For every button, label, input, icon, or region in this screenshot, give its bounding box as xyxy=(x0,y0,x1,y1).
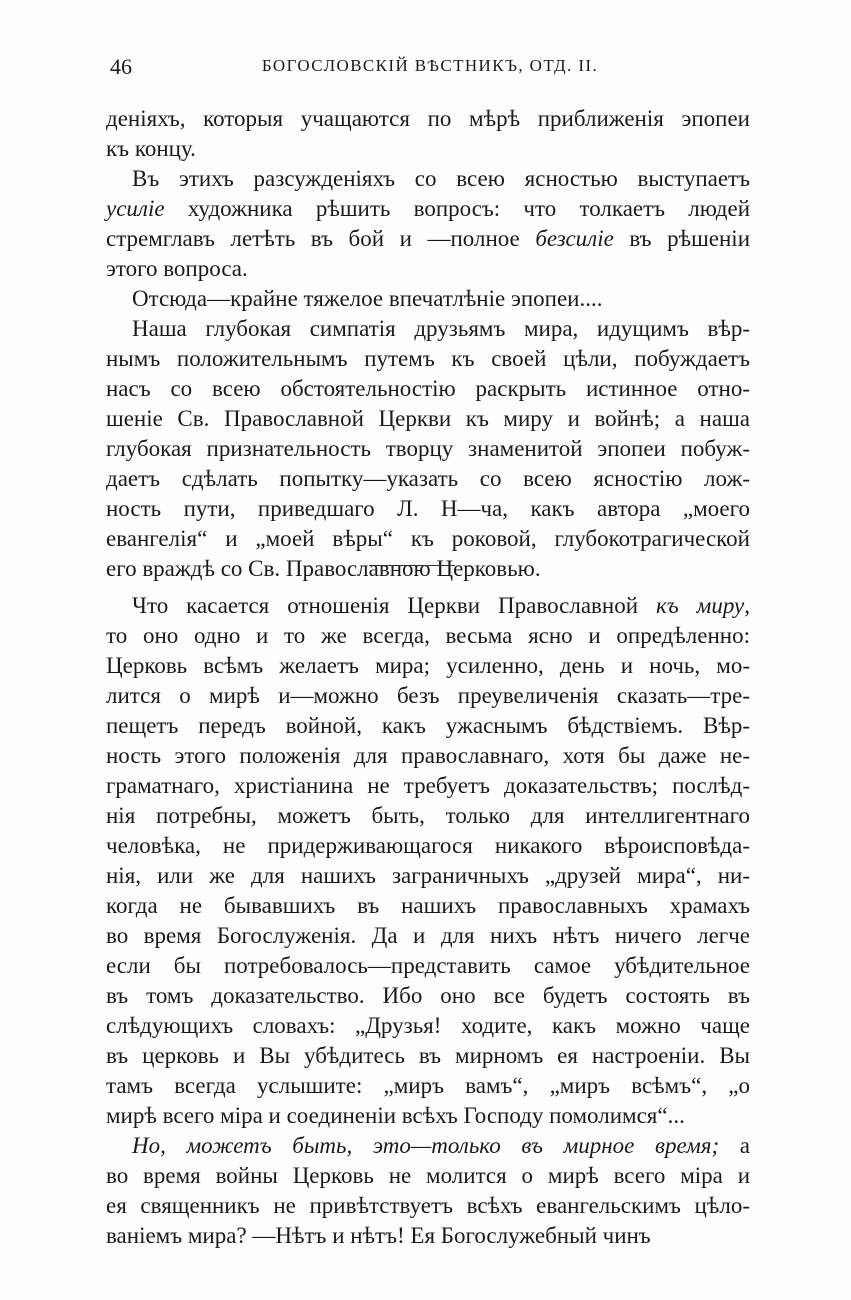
text-span: Въ этихъ разсужденіяхъ со всею ясностью выступаетъ xyxy=(132,166,750,191)
italic-span: Но, можетъ быть, это—только въ мирное время; xyxy=(132,1133,720,1158)
text-line xyxy=(106,651,750,681)
text-span: его враждѣ со Св. Православною Церковью. xyxy=(106,556,541,581)
text-line xyxy=(106,434,750,464)
text-line xyxy=(106,134,750,164)
text-span: а xyxy=(719,1133,750,1158)
text-line xyxy=(106,891,750,921)
text-span: въ рѣшеніи xyxy=(613,226,750,251)
text-span: къ концу. xyxy=(106,136,196,161)
text-span: во время войны Церковь не молится о мирѣ всего міра и xyxy=(106,1163,750,1188)
text-line xyxy=(106,344,750,374)
text-line xyxy=(106,524,750,554)
text-span: шеніе Св. Православной Церкви къ миру и войнѣ; а наша xyxy=(106,406,750,431)
text-span: человѣка, не придерживающагося никакого вѣроисповѣда- xyxy=(106,833,750,858)
text-line xyxy=(106,1161,750,1191)
text-line xyxy=(106,921,750,951)
text-span: нымъ положительнымъ путемъ къ своей цѣли, побуждаетъ xyxy=(106,346,750,371)
text-span: Церковь всѣмъ желаетъ мира; усиленно, день и ночь, мо- xyxy=(106,653,750,678)
text-span: пещетъ передъ войной, какъ ужаснымъ бѣдствіемъ. Вѣр- xyxy=(106,713,750,738)
text-span: Наша глубокая симпатія друзьямъ мира, идущимъ вѣр- xyxy=(132,316,750,341)
text-line xyxy=(106,681,750,711)
paragraph-block-1 xyxy=(106,104,750,584)
text-line xyxy=(106,1101,750,1131)
text-line xyxy=(106,554,750,584)
text-line xyxy=(106,164,750,194)
text-span: ность пути, приведшаго Л. Н—ча, какъ автора „моего xyxy=(106,496,750,521)
italic-span: безсиліе xyxy=(535,226,614,251)
text-span: нія, или же для нашихъ заграничныхъ „друзей мира“, ни- xyxy=(106,863,750,888)
text-span: ность этого положенія для православнаго, хотя бы даже не- xyxy=(106,743,750,768)
text-span: евангелія“ и „моей вѣры“ къ роковой, глубокотрагической xyxy=(106,526,750,551)
paragraph-block-2 xyxy=(106,591,750,1251)
text-line xyxy=(106,1191,750,1221)
text-span: тамъ всегда услышите: „миръ вамъ“, „миръ всѣмъ“, „о xyxy=(106,1073,750,1098)
text-line xyxy=(106,464,750,494)
text-span: , xyxy=(744,593,751,618)
text-line xyxy=(106,1131,750,1161)
text-span: Отсюда—крайне тяжелое впечатлѣніе эпопеи.... xyxy=(132,286,603,311)
section-divider xyxy=(369,565,455,566)
text-line xyxy=(106,224,750,254)
text-line xyxy=(106,981,750,1011)
text-line xyxy=(106,801,750,831)
text-line xyxy=(106,194,750,224)
text-line xyxy=(106,1071,750,1101)
text-span: слѣдующихъ словахъ: „Друзья! ходите, какъ можно чаще xyxy=(106,1013,750,1038)
text-line xyxy=(106,591,750,621)
italic-span: къ миру xyxy=(656,593,745,618)
text-span: ваніемъ мира? —Нѣтъ и нѣтъ! Ея Богослужебный чинъ xyxy=(106,1223,651,1248)
text-line xyxy=(106,104,750,134)
text-span: Что касается отношенія Церкви Православной xyxy=(132,593,656,618)
text-span: художника рѣшить вопросъ: что толкаетъ людей xyxy=(164,196,750,221)
text-line xyxy=(106,374,750,404)
text-span: даетъ сдѣлать попытку—указать со всею ясностію лож- xyxy=(106,466,750,491)
text-line xyxy=(106,711,750,741)
italic-span: усиліе xyxy=(106,196,165,221)
text-span: этого вопроса. xyxy=(106,256,248,281)
text-line xyxy=(106,1221,750,1251)
text-line xyxy=(106,621,750,651)
text-line xyxy=(106,861,750,891)
text-line xyxy=(106,284,750,314)
text-span: въ церковь и Вы убѣдитесь въ мирномъ ея настроеніи. Вы xyxy=(106,1043,750,1068)
text-span: мирѣ всего міра и соединеніи всѣхъ Господу помолимся“... xyxy=(106,1103,685,1128)
text-span: глубокая признательность творцу знаменитой эпопеи побуж- xyxy=(106,436,750,461)
text-line xyxy=(106,1041,750,1071)
page-number: 46 xyxy=(110,54,132,79)
text-line xyxy=(106,831,750,861)
text-span: нія потребны, можетъ быть, только для интеллигентнаго xyxy=(106,803,750,828)
text-span: ея священникъ не привѣтствуетъ всѣхъ евангельскимъ цѣло- xyxy=(106,1193,750,1218)
text-line xyxy=(106,254,750,284)
text-span: лится о мирѣ и—можно безъ преувеличенія сказать—тре- xyxy=(106,683,750,708)
text-line xyxy=(106,771,750,801)
running-title: БОГОСЛОВСКІЙ ВѢСТНИКЪ, ОТД. II. xyxy=(261,56,599,75)
text-span: насъ со всею обстоятельностію раскрыть истинное отно- xyxy=(106,376,750,401)
text-line xyxy=(106,404,750,434)
text-span: въ томъ доказательство. Ибо оно все будетъ состоять въ xyxy=(106,983,750,1008)
text-span: деніяхъ, которыя учащаются по мѣрѣ приближенія эпопеи xyxy=(106,106,750,131)
page-header xyxy=(110,54,750,84)
text-span: во время Богослуженія. Да и для нихъ нѣтъ ничего легче xyxy=(106,923,750,948)
text-span: стремглавъ летѣть въ бой и —полное xyxy=(106,226,536,251)
text-span: когда не бывавшихъ въ нашихъ православныхъ храмахъ xyxy=(106,893,750,918)
text-span: то оно одно и то же всегда, весьма ясно и опредѣленно: xyxy=(106,623,750,648)
text-span: граматнаго, христіанина не требуетъ доказательствъ; послѣд- xyxy=(106,773,750,798)
text-line xyxy=(106,951,750,981)
text-line xyxy=(106,314,750,344)
text-line xyxy=(106,494,750,524)
text-line xyxy=(106,741,750,771)
text-span: если бы потребовалось—представить самое убѣдительное xyxy=(106,953,750,978)
text-line xyxy=(106,1011,750,1041)
